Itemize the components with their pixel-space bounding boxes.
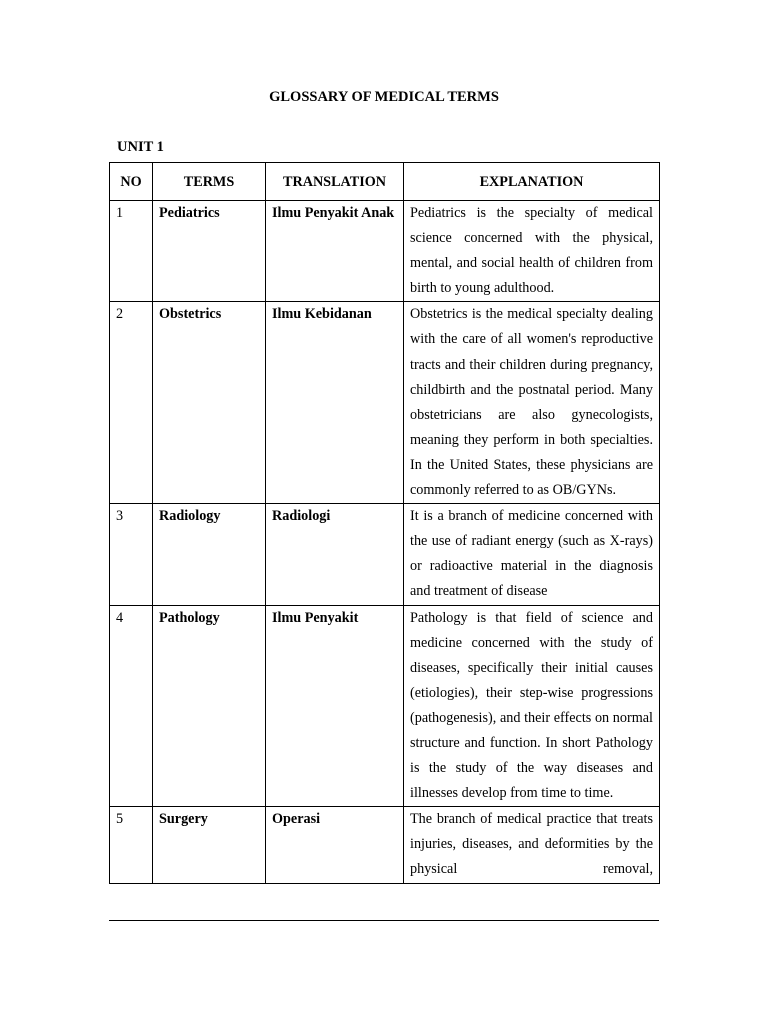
translation-cell: Ilmu Kebidanan xyxy=(266,302,404,504)
page-title: GLOSSARY OF MEDICAL TERMS xyxy=(269,89,499,105)
term-cell: Pediatrics xyxy=(153,201,266,302)
table-bottom-border xyxy=(109,920,659,921)
header-translation: TRANSLATION xyxy=(266,163,404,201)
term-cell: Obstetrics xyxy=(153,302,266,504)
unit-label: UNIT 1 xyxy=(117,139,164,155)
header-terms: TERMS xyxy=(153,163,266,201)
term-cell: Radiology xyxy=(153,504,266,605)
explanation-cell: Pediatrics is the specialty of medical science concerned with the physical, mental, and social health of children from birth to young adulthood. xyxy=(404,201,660,302)
table-row xyxy=(110,807,660,883)
row-number: 1 xyxy=(110,201,153,302)
term-cell: Surgery xyxy=(153,807,266,883)
row-number: 4 xyxy=(110,605,153,807)
glossary-table xyxy=(109,162,660,884)
table-row xyxy=(110,201,660,302)
row-number: 5 xyxy=(110,807,153,883)
row-number: 3 xyxy=(110,504,153,605)
explanation-cell: The branch of medical practice that treats injuries, diseases, and deformities by the physical removal, xyxy=(404,807,660,883)
translation-cell: Ilmu Penyakit Anak xyxy=(266,201,404,302)
header-no: NO xyxy=(110,163,153,201)
translation-cell: Radiologi xyxy=(266,504,404,605)
table-row xyxy=(110,504,660,605)
explanation-cell: Pathology is that field of science and medicine concerned with the study of diseases, specifically their initial causes (etiologies), their step-wise progressions (pathogenesis), and their effects on normal structure and function. In short Pathology is the study of the way diseases and illnesses develop from time to time. xyxy=(404,605,660,807)
explanation-cell: It is a branch of medicine concerned with the use of radiant energy (such as X-rays) or radioactive material in the diagnosis and treatment of disease xyxy=(404,504,660,605)
header-explanation: EXPLANATION xyxy=(404,163,660,201)
table-row xyxy=(110,605,660,807)
term-cell: Pathology xyxy=(153,605,266,807)
translation-cell: Operasi xyxy=(266,807,404,883)
table-row xyxy=(110,302,660,504)
table-header-row xyxy=(110,163,660,201)
explanation-cell: Obstetrics is the medical specialty dealing with the care of all women's reproductive tracts and their children during pregnancy, childbirth and the postnatal period. Many obstetricians are also gynecologists, meaning they perform in both specialties. In the United States, these physicians are commonly referred to as OB/GYNs. xyxy=(404,302,660,504)
row-number: 2 xyxy=(110,302,153,504)
translation-cell: Ilmu Penyakit xyxy=(266,605,404,807)
